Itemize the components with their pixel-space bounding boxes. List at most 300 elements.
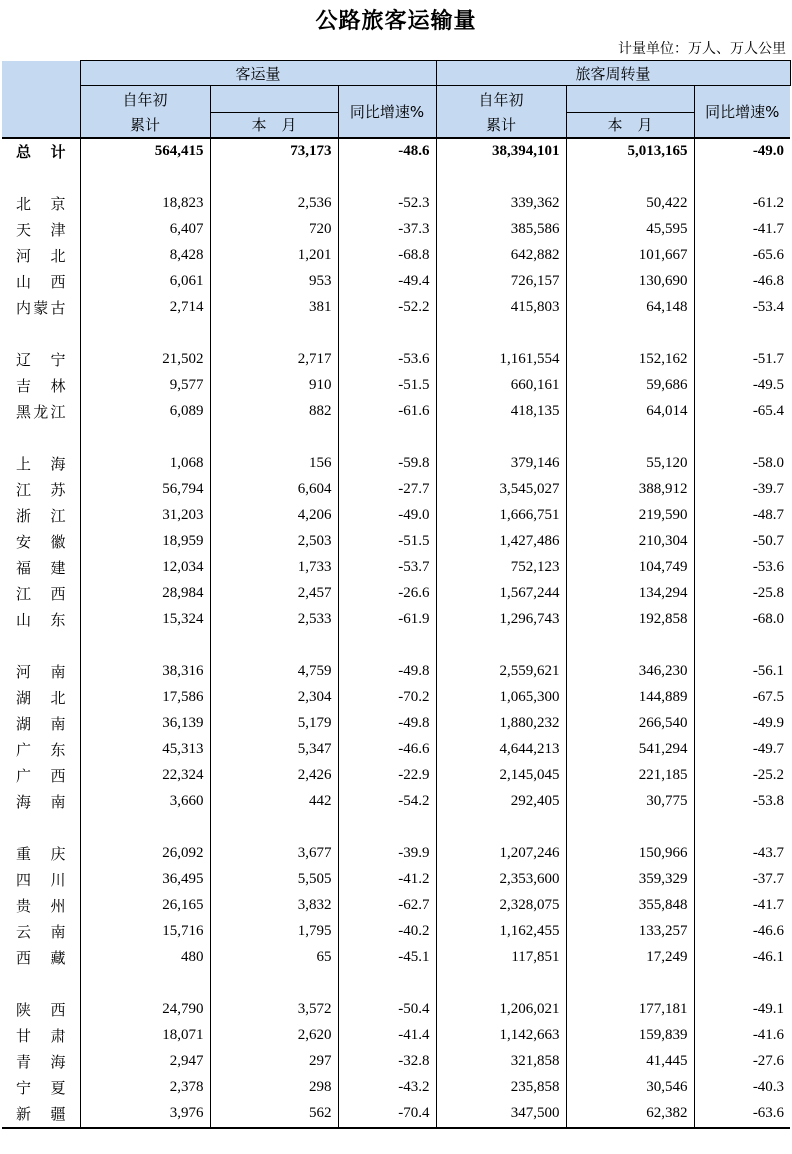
spacer-cell	[338, 971, 436, 997]
passenger-month-cell: 562	[210, 1101, 338, 1128]
table-row	[2, 659, 790, 685]
passenger-yoy-cell: -61.9	[338, 607, 436, 633]
passenger-month-cell: 3,572	[210, 997, 338, 1023]
turnover-yoy-cell: -46.8	[752, 273, 785, 289]
passenger-month-cell: 720	[210, 217, 338, 243]
spacer-cell	[436, 425, 566, 451]
passenger-ytd-cell: 15,324	[80, 607, 210, 633]
turnover-ytd-cell: 379,146	[436, 451, 566, 477]
table-row	[2, 1075, 790, 1101]
data-table	[2, 60, 791, 1129]
turnover-month-cell: 5,013,165	[566, 138, 694, 165]
turnover-yoy-cell: -49.0	[694, 138, 790, 165]
region-name: 贵州	[2, 893, 80, 919]
spacer-cell	[338, 815, 436, 841]
turnover-yoy-cell: -25.8	[752, 585, 785, 601]
turnover-ytd-cell: 726,157	[436, 269, 566, 295]
passenger-month-cell: 2,717	[210, 347, 338, 373]
header-blank	[210, 86, 338, 113]
turnover-yoy-cell: -46.6	[752, 923, 785, 939]
passenger-ytd-cell: 480	[80, 945, 210, 971]
header-turnover: 旅客周转量	[436, 61, 790, 86]
table-row	[2, 1049, 790, 1075]
turnover-month-cell: 45,595	[566, 217, 694, 243]
passenger-yoy-cell: -22.9	[338, 763, 436, 789]
header-ytd-top: 自年初	[436, 86, 566, 113]
turnover-yoy-cell: -58.0	[752, 455, 785, 471]
passenger-yoy-cell: -62.7	[338, 893, 436, 919]
passenger-month-cell: 442	[210, 789, 338, 815]
passenger-yoy-cell: -70.4	[338, 1101, 436, 1128]
passenger-month-cell: 953	[210, 269, 338, 295]
table-row	[2, 581, 790, 607]
turnover-ytd-cell: 3,545,027	[436, 477, 566, 503]
passenger-yoy-cell: -52.2	[338, 295, 436, 321]
turnover-ytd-cell: 752,123	[436, 555, 566, 581]
turnover-ytd-cell: 235,858	[436, 1075, 566, 1101]
turnover-yoy-cell: -41.7	[752, 897, 785, 913]
turnover-yoy-cell: -46.1	[752, 949, 785, 965]
region-name: 山西	[2, 269, 80, 295]
spacer-cell	[2, 633, 80, 659]
turnover-yoy-cell: -51.7	[752, 351, 785, 367]
spacer-cell	[338, 425, 436, 451]
turnover-yoy-cell: -65.4	[752, 403, 785, 419]
turnover-yoy-cell: -49.1	[752, 1001, 785, 1017]
turnover-month-cell: 266,540	[566, 711, 694, 737]
header-ytd-bottom: 累计	[80, 112, 210, 138]
spacer-row	[2, 971, 790, 997]
region-name: 青海	[2, 1049, 80, 1075]
region-name: 山东	[2, 607, 80, 633]
passenger-ytd-cell: 18,959	[80, 529, 210, 555]
turnover-yoy-cell: -25.2	[752, 767, 785, 783]
spacer-cell	[566, 425, 694, 451]
passenger-yoy-cell: -43.2	[338, 1075, 436, 1101]
header-passenger: 客运量	[80, 61, 436, 86]
spacer-cell	[566, 815, 694, 841]
table-header	[2, 61, 790, 138]
passenger-month-cell: 882	[210, 399, 338, 425]
turnover-yoy-cell: -41.6	[752, 1027, 785, 1043]
turnover-yoy-cell: -40.3	[752, 1079, 785, 1095]
turnover-ytd-cell: 642,882	[436, 243, 566, 269]
turnover-month-cell: 104,749	[566, 555, 694, 581]
turnover-month-cell: 346,230	[566, 659, 694, 685]
turnover-yoy-cell: -43.7	[752, 845, 785, 861]
spacer-cell	[210, 321, 338, 347]
header-month: 本 月	[210, 112, 338, 138]
turnover-month-cell: 134,294	[566, 581, 694, 607]
unit-note: 计量单位：万人、万人公里	[618, 41, 786, 57]
passenger-yoy-cell: -41.2	[338, 867, 436, 893]
spacer-row	[2, 425, 790, 451]
spacer-cell	[210, 815, 338, 841]
passenger-ytd-cell: 8,428	[80, 243, 210, 269]
passenger-yoy-cell: -48.6	[338, 138, 436, 165]
table-row	[2, 763, 790, 789]
region-name: 吉林	[2, 373, 80, 399]
turnover-yoy-cell: -37.7	[752, 871, 785, 887]
table-row	[2, 737, 790, 763]
table-row	[2, 1101, 790, 1128]
region-name: 江苏	[2, 477, 80, 503]
table-row	[2, 893, 790, 919]
passenger-yoy-cell: -53.7	[338, 555, 436, 581]
turnover-ytd-cell: 1,427,486	[436, 529, 566, 555]
passenger-month-cell: 156	[210, 451, 338, 477]
region-name: 浙江	[2, 503, 80, 529]
spacer-row	[2, 633, 790, 659]
turnover-month-cell: 62,382	[566, 1101, 694, 1128]
turnover-ytd-cell: 2,145,045	[436, 763, 566, 789]
passenger-ytd-cell: 26,165	[80, 893, 210, 919]
passenger-ytd-cell: 2,714	[80, 295, 210, 321]
spacer-cell	[2, 165, 80, 191]
region-name: 海南	[2, 789, 80, 815]
turnover-yoy-cell: -53.8	[752, 793, 785, 809]
turnover-ytd-cell: 1,161,554	[436, 347, 566, 373]
turnover-month-cell: 30,775	[566, 789, 694, 815]
table-row	[2, 243, 790, 269]
spacer-cell	[338, 321, 436, 347]
table-row	[2, 841, 790, 867]
passenger-yoy-cell: -39.9	[338, 841, 436, 867]
passenger-yoy-cell: -61.6	[338, 399, 436, 425]
passenger-ytd-cell: 2,378	[80, 1075, 210, 1101]
spacer-cell	[694, 815, 790, 841]
table-row	[2, 477, 790, 503]
turnover-month-cell: 55,120	[566, 451, 694, 477]
passenger-month-cell: 1,201	[210, 243, 338, 269]
region-name: 宁夏	[2, 1075, 80, 1101]
spacer-cell	[210, 971, 338, 997]
region-name: 辽宁	[2, 347, 80, 373]
spacer-cell	[694, 633, 790, 659]
turnover-ytd-cell: 339,362	[436, 191, 566, 217]
passenger-month-cell: 381	[210, 295, 338, 321]
region-name: 广西	[2, 763, 80, 789]
spacer-row	[2, 165, 790, 191]
turnover-yoy-cell: -49.9	[752, 715, 785, 731]
passenger-yoy-cell: -49.4	[338, 269, 436, 295]
table-row	[2, 711, 790, 737]
region-name: 北京	[2, 191, 80, 217]
passenger-ytd-cell: 38,316	[80, 659, 210, 685]
turnover-month-cell: 541,294	[566, 737, 694, 763]
passenger-month-cell: 910	[210, 373, 338, 399]
spacer-cell	[210, 165, 338, 191]
passenger-yoy-cell: -68.8	[338, 243, 436, 269]
passenger-month-cell: 4,206	[210, 503, 338, 529]
turnover-ytd-cell: 2,353,600	[436, 867, 566, 893]
turnover-yoy-cell: -53.6	[752, 559, 785, 575]
turnover-ytd-cell: 385,586	[436, 217, 566, 243]
table-row	[2, 503, 790, 529]
spacer-cell	[694, 165, 790, 191]
region-name: 河北	[2, 243, 80, 269]
passenger-month-cell: 5,347	[210, 737, 338, 763]
passenger-yoy-cell: -52.3	[338, 191, 436, 217]
region-name: 云南	[2, 919, 80, 945]
table-row	[2, 555, 790, 581]
passenger-ytd-cell: 28,984	[80, 581, 210, 607]
table-body	[2, 138, 790, 1128]
turnover-month-cell: 150,966	[566, 841, 694, 867]
turnover-month-cell: 152,162	[566, 347, 694, 373]
table-row	[2, 347, 790, 373]
table-row	[2, 399, 790, 425]
spacer-cell	[80, 425, 210, 451]
passenger-ytd-cell: 22,324	[80, 763, 210, 789]
turnover-month-cell: 17,249	[566, 945, 694, 971]
table-row	[2, 295, 790, 321]
turnover-ytd-cell: 418,135	[436, 399, 566, 425]
turnover-ytd-cell: 2,559,621	[436, 659, 566, 685]
passenger-month-cell: 1,733	[210, 555, 338, 581]
turnover-yoy-cell: -61.2	[752, 195, 785, 211]
region-name: 天津	[2, 217, 80, 243]
turnover-month-cell: 192,858	[566, 607, 694, 633]
turnover-yoy-cell: -48.7	[752, 507, 785, 523]
turnover-ytd-cell: 1,880,232	[436, 711, 566, 737]
passenger-month-cell: 2,426	[210, 763, 338, 789]
spacer-cell	[2, 815, 80, 841]
region-name: 重庆	[2, 841, 80, 867]
table-row	[2, 138, 790, 165]
turnover-month-cell: 355,848	[566, 893, 694, 919]
turnover-ytd-cell: 347,500	[436, 1101, 566, 1128]
passenger-month-cell: 1,795	[210, 919, 338, 945]
spacer-cell	[80, 165, 210, 191]
spacer-cell	[2, 971, 80, 997]
passenger-month-cell: 3,677	[210, 841, 338, 867]
turnover-yoy-cell: -50.7	[752, 533, 785, 549]
spacer-cell	[436, 815, 566, 841]
turnover-month-cell: 219,590	[566, 503, 694, 529]
spacer-cell	[566, 165, 694, 191]
region-name: 黑龙江	[2, 399, 80, 425]
region-name: 西藏	[2, 945, 80, 971]
passenger-ytd-cell: 24,790	[80, 997, 210, 1023]
passenger-yoy-cell: -45.1	[338, 945, 436, 971]
table-row	[2, 919, 790, 945]
turnover-yoy-cell: -41.7	[752, 221, 785, 237]
region-name: 福建	[2, 555, 80, 581]
passenger-ytd-cell: 1,068	[80, 451, 210, 477]
spacer-cell	[2, 425, 80, 451]
spacer-cell	[80, 321, 210, 347]
passenger-month-cell: 2,533	[210, 607, 338, 633]
turnover-yoy-cell: -27.6	[752, 1053, 785, 1069]
spacer-cell	[2, 321, 80, 347]
passenger-ytd-cell: 36,495	[80, 867, 210, 893]
header-month: 本 月	[566, 112, 694, 138]
turnover-month-cell: 133,257	[566, 919, 694, 945]
passenger-yoy-cell: -40.2	[338, 919, 436, 945]
spacer-cell	[80, 971, 210, 997]
region-name: 新疆	[2, 1101, 80, 1128]
passenger-month-cell: 298	[210, 1075, 338, 1101]
page-title: 公路旅客运输量	[315, 9, 477, 34]
passenger-ytd-cell: 26,092	[80, 841, 210, 867]
passenger-ytd-cell: 36,139	[80, 711, 210, 737]
turnover-yoy-cell: -39.7	[752, 481, 785, 497]
table-row	[2, 373, 790, 399]
spacer-cell	[80, 633, 210, 659]
passenger-month-cell: 2,620	[210, 1023, 338, 1049]
passenger-yoy-cell: -49.8	[338, 711, 436, 737]
passenger-yoy-cell: -41.4	[338, 1023, 436, 1049]
spacer-cell	[338, 633, 436, 659]
turnover-yoy-cell: -63.6	[694, 1101, 790, 1128]
header-yoy: 同比增速%	[694, 86, 790, 138]
turnover-ytd-cell: 4,644,213	[436, 737, 566, 763]
passenger-yoy-cell: -27.7	[338, 477, 436, 503]
passenger-yoy-cell: -49.8	[338, 659, 436, 685]
spacer-cell	[566, 971, 694, 997]
turnover-ytd-cell: 2,328,075	[436, 893, 566, 919]
turnover-month-cell: 64,014	[566, 399, 694, 425]
table-row	[2, 607, 790, 633]
region-name: 江西	[2, 581, 80, 607]
passenger-month-cell: 65	[210, 945, 338, 971]
turnover-ytd-cell: 38,394,101	[436, 138, 566, 165]
corner-cell	[2, 61, 80, 138]
turnover-month-cell: 41,445	[566, 1049, 694, 1075]
turnover-month-cell: 159,839	[566, 1023, 694, 1049]
table-row	[2, 867, 790, 893]
passenger-ytd-cell: 18,823	[80, 191, 210, 217]
passenger-ytd-cell: 2,947	[80, 1049, 210, 1075]
turnover-yoy-cell: -49.7	[752, 741, 785, 757]
table-row	[2, 945, 790, 971]
turnover-month-cell: 210,304	[566, 529, 694, 555]
turnover-month-cell: 130,690	[566, 269, 694, 295]
table-row	[2, 1023, 790, 1049]
spacer-cell	[80, 815, 210, 841]
passenger-month-cell: 2,503	[210, 529, 338, 555]
turnover-ytd-cell: 1,666,751	[436, 503, 566, 529]
region-name: 上海	[2, 451, 80, 477]
spacer-row	[2, 321, 790, 347]
turnover-month-cell: 64,148	[566, 295, 694, 321]
passenger-ytd-cell: 3,660	[80, 789, 210, 815]
turnover-ytd-cell: 1,162,455	[436, 919, 566, 945]
turnover-ytd-cell: 415,803	[436, 295, 566, 321]
spacer-cell	[694, 321, 790, 347]
turnover-yoy-cell: -67.5	[752, 689, 785, 705]
passenger-yoy-cell: -50.4	[338, 997, 436, 1023]
passenger-yoy-cell: -54.2	[338, 789, 436, 815]
turnover-month-cell: 177,181	[566, 997, 694, 1023]
region-name: 湖南	[2, 711, 80, 737]
spacer-cell	[436, 971, 566, 997]
passenger-ytd-cell: 18,071	[80, 1023, 210, 1049]
turnover-ytd-cell: 1,207,246	[436, 841, 566, 867]
passenger-yoy-cell: -70.2	[338, 685, 436, 711]
region-name: 内蒙古	[2, 295, 80, 321]
passenger-yoy-cell: -46.6	[338, 737, 436, 763]
table-row	[2, 789, 790, 815]
region-name: 甘肃	[2, 1023, 80, 1049]
turnover-yoy-cell: -49.5	[752, 377, 785, 393]
table-row	[2, 685, 790, 711]
passenger-yoy-cell: -51.5	[338, 373, 436, 399]
turnover-month-cell: 144,889	[566, 685, 694, 711]
passenger-yoy-cell: -53.6	[338, 347, 436, 373]
passenger-ytd-cell: 6,089	[80, 399, 210, 425]
passenger-month-cell: 2,457	[210, 581, 338, 607]
turnover-ytd-cell: 292,405	[436, 789, 566, 815]
header-blank	[566, 86, 694, 113]
turnover-month-cell: 101,667	[566, 243, 694, 269]
spacer-cell	[436, 165, 566, 191]
turnover-month-cell: 388,912	[566, 477, 694, 503]
spacer-row	[2, 815, 790, 841]
turnover-yoy-cell: -65.6	[752, 247, 785, 263]
passenger-yoy-cell: -49.0	[338, 503, 436, 529]
passenger-month-cell: 5,179	[210, 711, 338, 737]
passenger-ytd-cell: 6,407	[80, 217, 210, 243]
table-row	[2, 269, 790, 295]
spacer-cell	[338, 165, 436, 191]
table-row	[2, 529, 790, 555]
table-row	[2, 217, 790, 243]
table-row	[2, 451, 790, 477]
turnover-yoy-cell: -68.0	[752, 611, 785, 627]
spacer-cell	[436, 321, 566, 347]
passenger-ytd-cell: 12,034	[80, 555, 210, 581]
turnover-month-cell: 221,185	[566, 763, 694, 789]
passenger-month-cell: 4,759	[210, 659, 338, 685]
passenger-yoy-cell: -59.8	[338, 451, 436, 477]
header-yoy: 同比增速%	[338, 86, 436, 138]
passenger-ytd-cell: 3,976	[80, 1101, 210, 1128]
passenger-yoy-cell: -37.3	[338, 217, 436, 243]
passenger-yoy-cell: -26.6	[338, 581, 436, 607]
spacer-cell	[566, 321, 694, 347]
turnover-ytd-cell: 1,206,021	[436, 997, 566, 1023]
region-name: 河南	[2, 659, 80, 685]
turnover-month-cell: 359,329	[566, 867, 694, 893]
header-ytd-top: 自年初	[80, 86, 210, 113]
passenger-ytd-cell: 31,203	[80, 503, 210, 529]
passenger-month-cell: 6,604	[210, 477, 338, 503]
passenger-ytd-cell: 6,061	[80, 269, 210, 295]
passenger-ytd-cell: 17,586	[80, 685, 210, 711]
turnover-yoy-cell: -53.4	[752, 299, 785, 315]
passenger-month-cell: 5,505	[210, 867, 338, 893]
turnover-month-cell: 59,686	[566, 373, 694, 399]
passenger-month-cell: 2,304	[210, 685, 338, 711]
passenger-month-cell: 2,536	[210, 191, 338, 217]
table-row	[2, 997, 790, 1023]
passenger-ytd-cell: 45,313	[80, 737, 210, 763]
spacer-cell	[566, 633, 694, 659]
table-row	[2, 191, 790, 217]
region-name: 总 计	[2, 138, 80, 165]
spacer-cell	[694, 425, 790, 451]
passenger-yoy-cell: -51.5	[338, 529, 436, 555]
spacer-cell	[210, 425, 338, 451]
passenger-ytd-cell: 21,502	[80, 347, 210, 373]
passenger-ytd-cell: 56,794	[80, 477, 210, 503]
turnover-ytd-cell: 1,065,300	[436, 685, 566, 711]
passenger-ytd-cell: 9,577	[80, 373, 210, 399]
region-name: 湖北	[2, 685, 80, 711]
turnover-ytd-cell: 117,851	[436, 945, 566, 971]
